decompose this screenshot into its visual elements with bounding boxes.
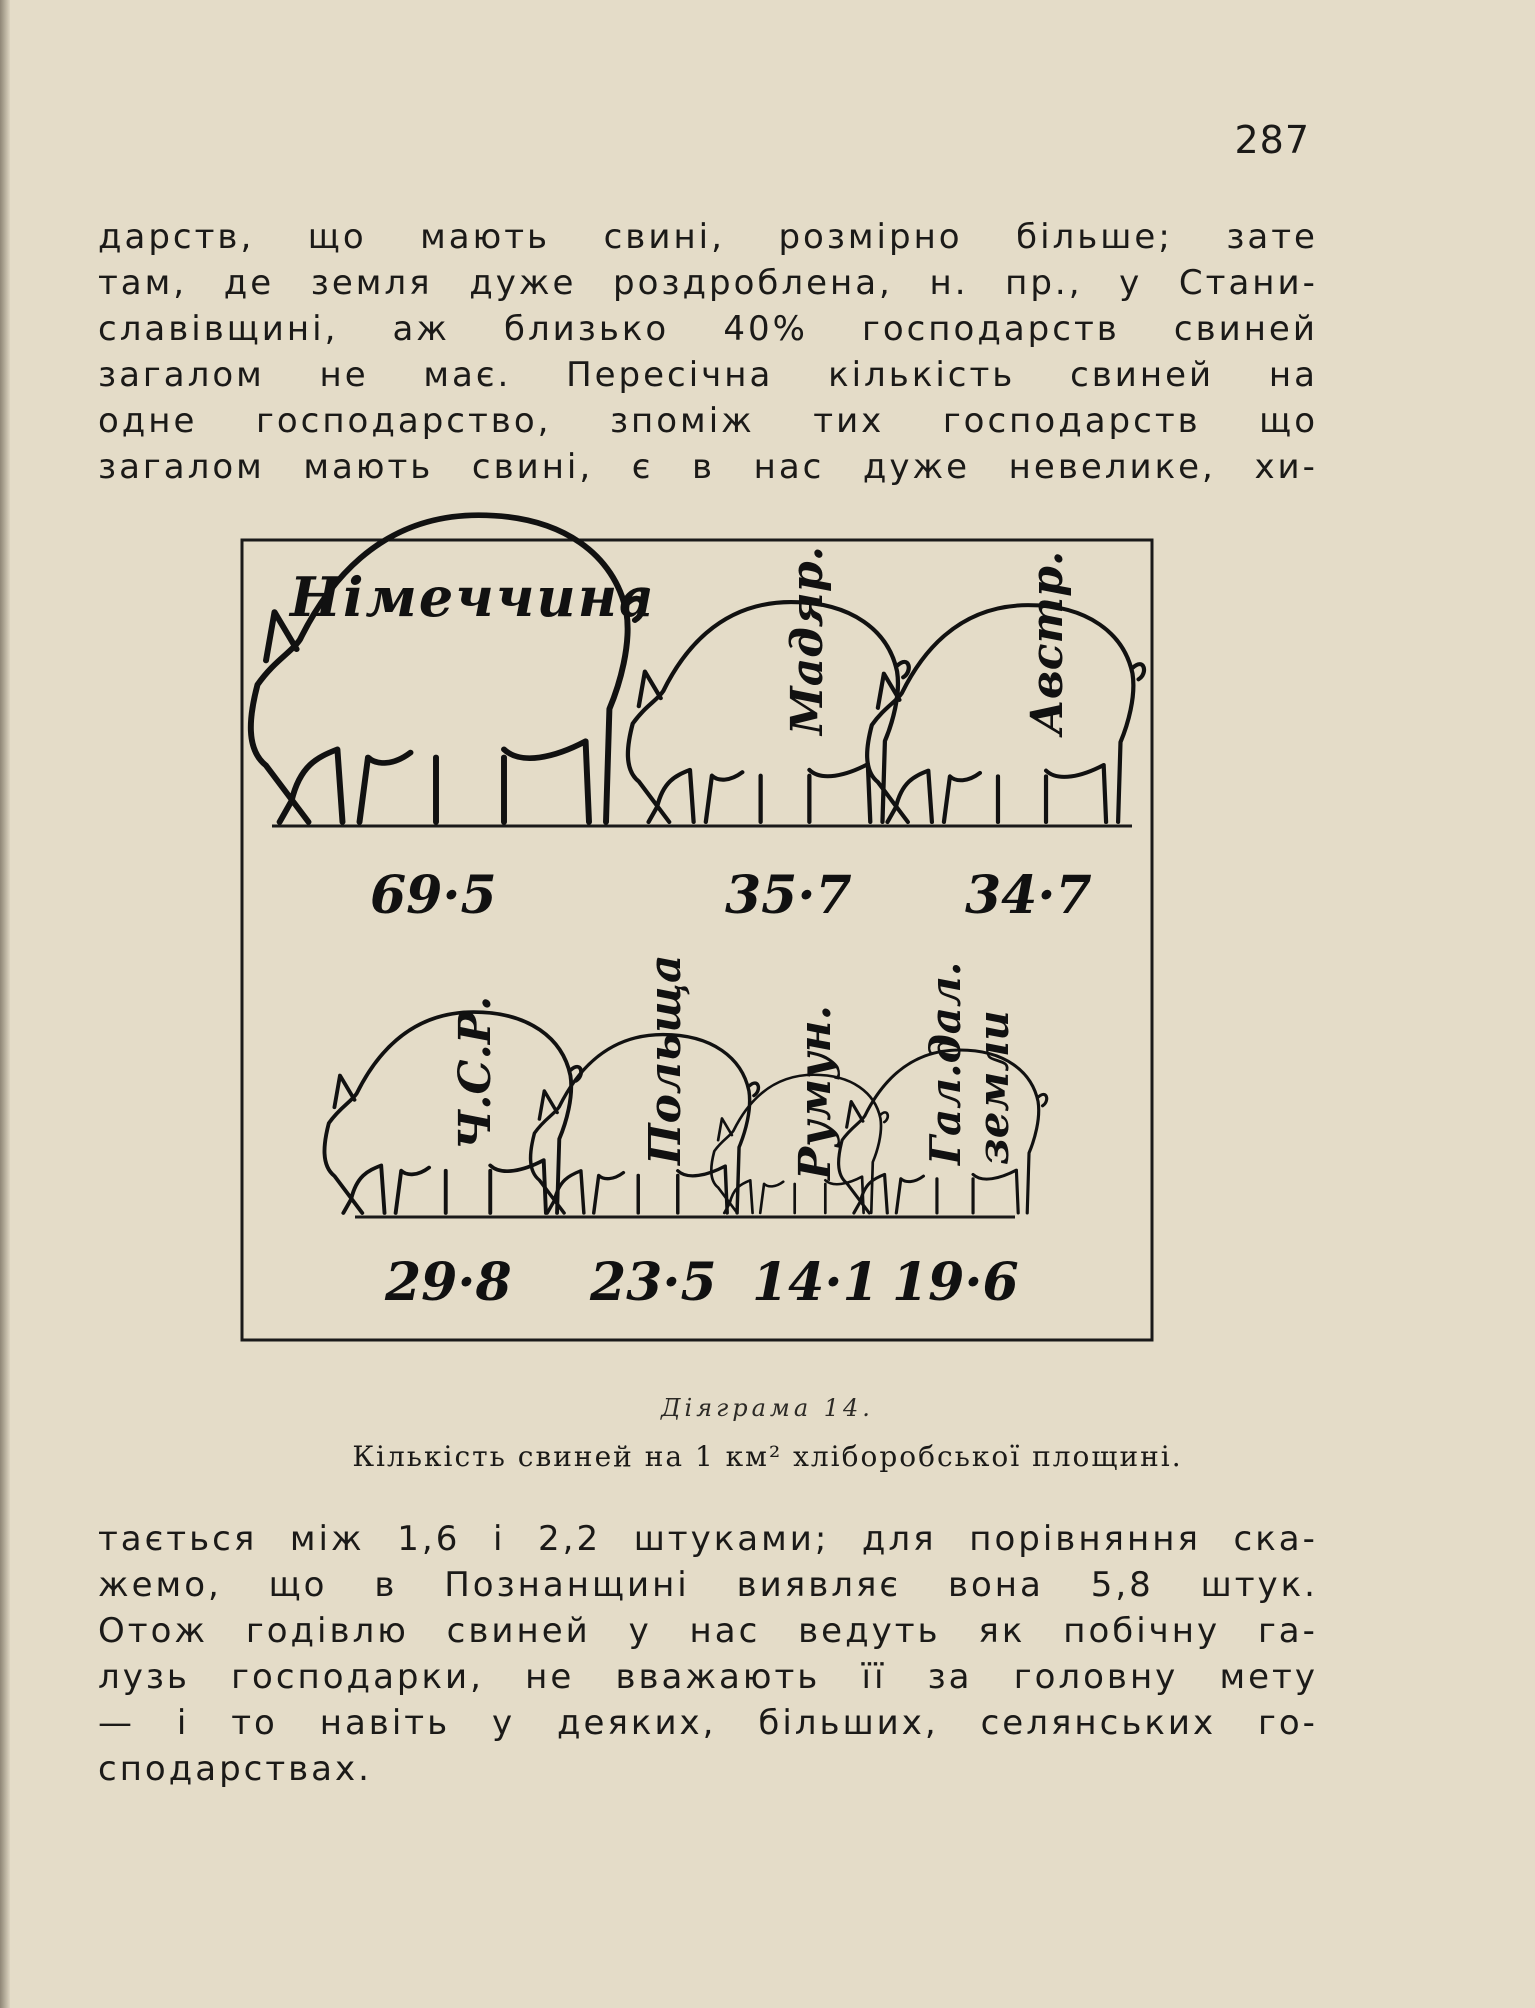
- word: в: [374, 1565, 398, 1605]
- word: Познанщині: [444, 1565, 690, 1605]
- word: порівняння: [969, 1519, 1201, 1559]
- word: там,: [98, 263, 188, 303]
- word: ведуть: [798, 1611, 941, 1651]
- text-line: [98, 1746, 1318, 1792]
- word: свиней: [446, 1611, 591, 1651]
- word: що: [268, 1565, 328, 1605]
- text-paragraph-bottom: [98, 1516, 1318, 1792]
- word: і: [492, 1519, 506, 1559]
- word: лузь: [98, 1657, 190, 1697]
- word: в: [691, 447, 716, 487]
- value-romania: 14·1: [752, 1252, 879, 1313]
- word: аж: [392, 309, 450, 349]
- text-line: [98, 1562, 1318, 1608]
- word: мають: [303, 447, 434, 487]
- value-germany: 69·5: [370, 865, 497, 926]
- word: не: [319, 355, 369, 395]
- value-czechoslovakia: 29·8: [385, 1252, 512, 1313]
- word: тих: [813, 401, 885, 441]
- word: ска-: [1233, 1519, 1318, 1559]
- word: —: [98, 1703, 135, 1743]
- word: розмірно: [778, 217, 963, 257]
- word: між: [289, 1519, 365, 1559]
- diagram-frame: [242, 540, 1152, 1340]
- word: 2,2: [538, 1519, 602, 1559]
- word: побічну: [1063, 1611, 1221, 1651]
- text-line: [98, 1654, 1318, 1700]
- word: навіть: [319, 1703, 451, 1743]
- label-galicia: Гал.дал.: [921, 961, 970, 1165]
- word: Отож: [98, 1611, 208, 1651]
- word: виявляє: [736, 1565, 902, 1605]
- word: свиней: [1070, 355, 1215, 395]
- word: Стани-: [1178, 263, 1318, 303]
- word: у: [492, 1703, 516, 1743]
- word: і: [176, 1703, 190, 1743]
- word: вважають: [615, 1657, 821, 1697]
- word: жемо,: [98, 1565, 222, 1605]
- word: має.: [423, 355, 512, 395]
- value-poland: 23·5: [590, 1252, 717, 1313]
- value-austria: 34·7: [965, 865, 1092, 926]
- word: її: [861, 1657, 887, 1697]
- word: загалом: [98, 355, 265, 395]
- word: нас: [753, 447, 825, 487]
- word: сподарствах.: [98, 1749, 372, 1789]
- word: мету: [1219, 1657, 1318, 1697]
- word: мають: [420, 217, 551, 257]
- word: 5,8: [1090, 1565, 1154, 1605]
- word: дуже: [469, 263, 577, 303]
- word: де: [223, 263, 275, 303]
- word: на: [1268, 355, 1318, 395]
- word: як: [978, 1611, 1026, 1651]
- word: є: [631, 447, 654, 487]
- word: н.: [929, 263, 969, 303]
- word: свині,: [471, 447, 594, 487]
- label-austria: Австр.: [1022, 550, 1073, 735]
- word: селянських: [980, 1703, 1217, 1743]
- page-number: 287: [1234, 118, 1310, 162]
- word: вона: [947, 1565, 1044, 1605]
- word: Пересічна: [566, 355, 774, 395]
- label-romania: Румун.: [790, 1005, 841, 1180]
- word: невелике,: [1008, 447, 1216, 487]
- word: господарств: [861, 309, 1120, 349]
- word: роздроблена,: [613, 263, 893, 303]
- word: го-: [1258, 1703, 1318, 1743]
- value-hungary: 35·7: [725, 865, 852, 926]
- word: дарств,: [98, 217, 255, 257]
- word: близько: [503, 309, 670, 349]
- word: штуками;: [633, 1519, 830, 1559]
- word: 1,6: [397, 1519, 461, 1559]
- word: головну: [1013, 1657, 1179, 1697]
- label-germany: Німеччина: [290, 565, 657, 629]
- word: що: [1259, 401, 1318, 441]
- word: загалом: [98, 447, 265, 487]
- word: штук.: [1200, 1565, 1318, 1605]
- label-poland: Польща: [640, 954, 691, 1165]
- word: більших,: [758, 1703, 939, 1743]
- word: га-: [1257, 1611, 1318, 1651]
- word: господарки,: [231, 1657, 484, 1697]
- word: свиней: [1173, 309, 1318, 349]
- word: нас: [689, 1611, 761, 1651]
- figure-caption-text: Кількість свиней на 1 км² хліборобської площині.: [352, 1440, 1183, 1473]
- word: деяких,: [557, 1703, 717, 1743]
- label-galicia-line2: земли: [969, 1010, 1018, 1165]
- word: годівлю: [245, 1611, 409, 1651]
- label-czechoslovakia: Ч.С.Р.: [450, 995, 501, 1150]
- word: одне: [98, 401, 198, 441]
- word: пр.,: [1005, 263, 1083, 303]
- word: земля: [310, 263, 433, 303]
- figure-caption-title: Діяграма 14.: [661, 1394, 874, 1422]
- word: господарство,: [255, 401, 552, 441]
- pig-icon: [628, 602, 909, 822]
- word: то: [231, 1703, 278, 1743]
- word: господарств: [942, 401, 1201, 441]
- word: тається: [98, 1519, 258, 1559]
- word: хи-: [1254, 447, 1318, 487]
- pig-icon: [867, 605, 1144, 822]
- word: більше;: [1016, 217, 1173, 257]
- pig-icon: [251, 515, 643, 822]
- word: не: [525, 1657, 575, 1697]
- word: дуже: [862, 447, 971, 487]
- word: свині,: [603, 217, 725, 257]
- word: зате: [1226, 217, 1318, 257]
- word: за: [927, 1657, 973, 1697]
- label-hungary: Мадяр.: [782, 546, 833, 735]
- text-line: [98, 1700, 1318, 1746]
- word: для: [861, 1519, 937, 1559]
- text-line: [98, 1516, 1318, 1562]
- word: що: [307, 217, 367, 257]
- word: кількість: [828, 355, 1016, 395]
- word: у: [628, 1611, 652, 1651]
- text-line: [98, 1608, 1318, 1654]
- word: у: [1119, 263, 1143, 303]
- word: зпоміж: [609, 401, 755, 441]
- value-galicia: 19·6: [892, 1252, 1019, 1313]
- word: славівщині,: [98, 309, 339, 349]
- word: 40%: [723, 309, 808, 349]
